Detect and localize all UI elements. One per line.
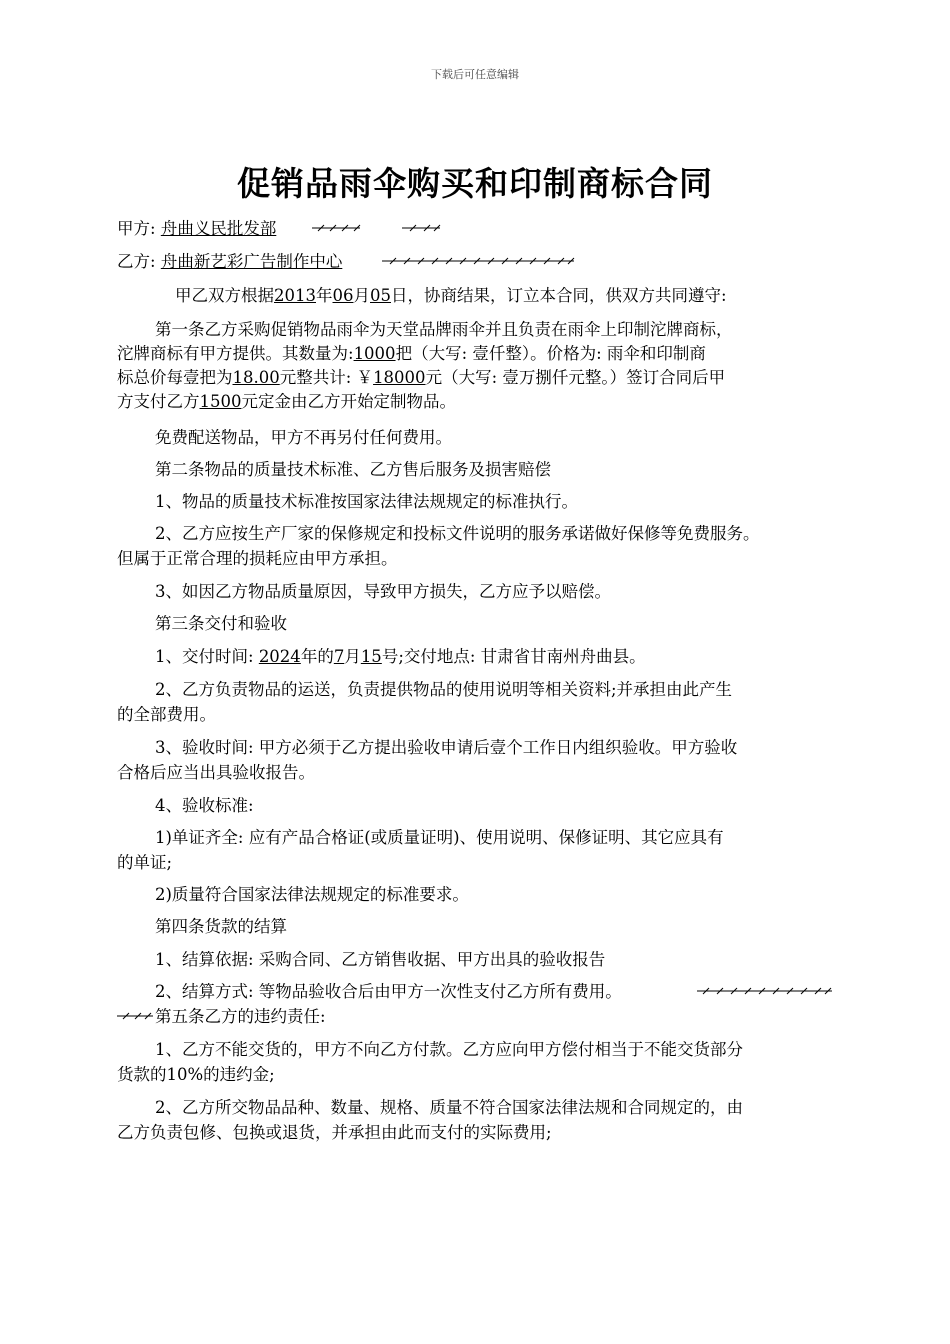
article2-heading: 第二条物品的质量技术标准、乙方售后服务及损害赔偿 [155,460,551,479]
article5-item2-line2: 乙方负责包修、包换或退货，并承担由此而支付的实际费用; [117,1123,552,1142]
article3-item2-line2: 的全部费用。 [117,705,216,724]
intro-text-3: 月 [353,286,370,305]
quantity-value: 1000 [353,344,396,363]
article1-line1: 第一条乙方采购促销物品雨伞为天堂品牌雨伞并且负责在雨伞上印制沱牌商标， [155,320,733,339]
article3-sub1-line2: 的单证; [117,853,173,872]
contract-month: 06 [332,286,354,305]
article4-item2: 2、结算方式: 等物品验收合后由甲方一次性支付乙方所有费用。 [155,982,622,1001]
party-b-label: 乙方: [117,252,156,271]
article2-item1: 1、物品的质量技术标准按国家法律法规规定的标准执行。 [155,492,578,511]
article4-heading: 第四条货款的结算 [155,917,287,936]
article1-line4 [117,388,456,412]
delivery-text-b: 年的 [300,647,334,666]
party-b-strike-marks [382,252,577,266]
article1-line2 [117,340,706,364]
article1-text-d: 元整共计: ￥ [279,368,374,387]
article3-item1 [155,643,646,667]
article3-heading: 第三条交付和验收 [155,614,287,633]
article5-item1-line1: 1、乙方不能交货的，甲方不向乙方付款。乙方应向甲方偿付相当于不能交货部分 [155,1040,743,1059]
article3-sub2: 2)质量符合国家法律法规规定的标准要求。 [155,885,469,904]
document-title: 促销品雨伞购买和印制商标合同 [237,164,713,203]
article1-text-a: 沱牌商标有甲方提供。其数量为: [117,344,354,363]
article3-item2-line1: 2、乙方负责物品的运送，负责提供物品的使用说明等相关资料;并承担由此产生 [155,680,733,699]
article5-strike-marks [117,1008,157,1022]
article3-item3-line1: 3、验收时间: 甲方必须于乙方提出验收申请后壹个工作日内组织验收。甲方验收 [155,738,738,757]
article5-item1-line2: 货款的10%的违约金; [117,1065,275,1084]
intro-text-1: 甲乙双方根据 [175,286,274,305]
intro-text-2: 年 [316,286,333,305]
article1-line3 [117,364,725,388]
article2-item2-line1: 2、乙方应按生产厂家的保修规定和投标文件说明的服务承诺做好保修等免费服务。 [155,524,760,543]
article2-item2-line2: 但属于正常合理的损耗应由甲方承担。 [117,549,398,568]
contract-year: 2013 [274,286,316,305]
party-a-strike-marks [312,219,447,233]
article5-heading: 第五条乙方的违约责任: [155,1007,326,1026]
unit-price-value: 18.00 [232,368,280,387]
article3-item3-line2: 合格后应当出具验收报告。 [117,763,315,782]
header-note: 下载后可任意编辑 [431,68,519,81]
party-b-line [117,248,342,272]
article1-text-g: 元定金由乙方开始定制物品。 [241,392,456,411]
party-a-value: 舟曲义民批发部 [160,219,277,238]
intro-text-4: 日，协商结果，订立本合同，供双方共同遵守: [391,286,727,305]
free-delivery-text: 免费配送物品，甲方不再另付任何费用。 [155,428,452,447]
article4-strike-marks [697,983,837,997]
intro-paragraph [175,282,727,306]
contract-day: 05 [370,286,391,305]
article1-text-e: 元（大写: 壹万捌仟元整。）签订合同后甲 [425,368,726,387]
article2-item3: 3、如因乙方物品质量原因，导致甲方损失，乙方应予以赔偿。 [155,582,611,601]
party-b-value: 舟曲新艺彩广告制作中心 [160,252,343,271]
party-a-line [117,215,276,239]
delivery-label: 1、交付时间: [155,647,259,666]
delivery-month: 7 [333,647,345,666]
article1-text-f: 方支付乙方 [117,392,200,411]
party-a-label: 甲方: [117,219,156,238]
article3-item4: 4、验收标准: [155,796,254,815]
article1-text-b: 把（大写: 壹仟整）。价格为: 雨伞和印制商 [395,344,706,363]
article3-sub1-line1: 1)单证齐全: 应有产品合格证(或质量证明)、使用说明、保修证明、其它应具有 [155,828,724,847]
article5-item2-line1: 2、乙方所交物品品种、数量、规格、质量不符合国家法律法规和合同规定的，由 [155,1098,743,1117]
delivery-text-c: 月 [344,647,361,666]
total-value: 18000 [373,368,426,387]
delivery-text-d: 号;交付地点: 甘肃省甘南州舟曲县。 [381,647,646,666]
article1-text-c: 标总价每壹把为 [117,368,233,387]
article4-item1: 1、结算依据: 采购合同、乙方销售收据、甲方出具的验收报告 [155,950,606,969]
delivery-year: 2024 [258,647,301,666]
deposit-value: 1500 [199,392,242,411]
delivery-day: 15 [360,647,382,666]
